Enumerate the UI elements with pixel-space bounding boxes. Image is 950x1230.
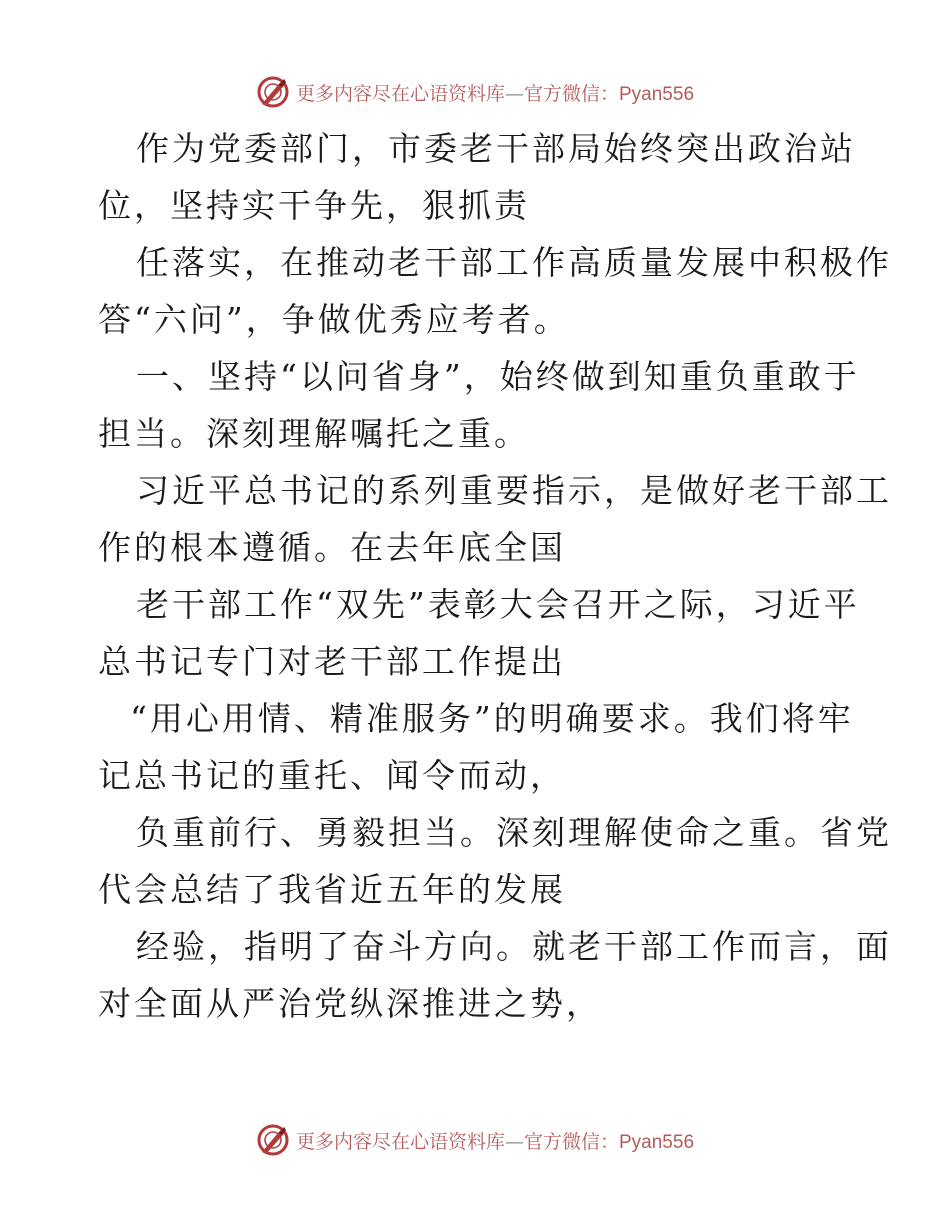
pen-logo-icon <box>256 75 290 109</box>
body-line: 习近平总书记的系列重要指示，是做好老干部工 <box>136 471 892 510</box>
body-line: 代会总结了我省近五年的发展 <box>98 870 566 909</box>
body-line: 老干部工作“双先”表彰大会召开之际，习近平 <box>136 585 860 624</box>
watermark-dash: — <box>504 82 524 105</box>
body-line: 记总书记的重托、闻令而动， <box>98 756 566 795</box>
body-line: 一、坚持“以问省身”，始终做到知重负重敢于 <box>136 357 860 396</box>
body-line: 任落实，在推动老干部工作高质量发展中积极作 <box>136 243 892 282</box>
watermark-wechat-label: 官方微信： <box>523 82 619 105</box>
body-line: 对全面从严治党纵深推进之势， <box>98 984 602 1023</box>
watermark-dash: — <box>504 1130 524 1153</box>
watermark-wechat-label: 官方微信： <box>523 1130 619 1153</box>
body-line: 作的根本遵循。在去年底全国 <box>98 528 566 567</box>
body-line: 担当。深刻理解嘱托之重。 <box>98 414 530 453</box>
body-line: 负重前行、勇毅担当。深刻理解使命之重。省党 <box>136 813 892 852</box>
body-line: 位，坚持实干争先，狠抓责 <box>98 186 530 225</box>
header-watermark-banner <box>0 72 950 112</box>
watermark-text <box>296 79 694 106</box>
body-line: 总书记专门对老干部工作提出 <box>98 642 566 681</box>
body-line: 经验，指明了奋斗方向。就老干部工作而言，面 <box>136 927 892 966</box>
body-line: “用心用情、精准服务”的明确要求。我们将牢 <box>130 699 854 738</box>
watermark-wechat-id: Pyan556 <box>619 83 695 105</box>
watermark-wechat-id: Pyan556 <box>619 1131 695 1153</box>
footer-watermark-banner <box>0 1120 950 1160</box>
body-line: 作为党委部门，市委老干部局始终突出政治站 <box>136 129 856 168</box>
watermark-main: 更多内容尽在心语资料库 <box>295 1130 505 1153</box>
pen-logo-icon <box>256 1123 290 1157</box>
watermark-text <box>296 1127 694 1154</box>
document-body <box>98 120 892 1032</box>
watermark-main: 更多内容尽在心语资料库 <box>295 82 505 105</box>
body-line: 答“六问”，争做优秀应考者。 <box>98 300 570 339</box>
